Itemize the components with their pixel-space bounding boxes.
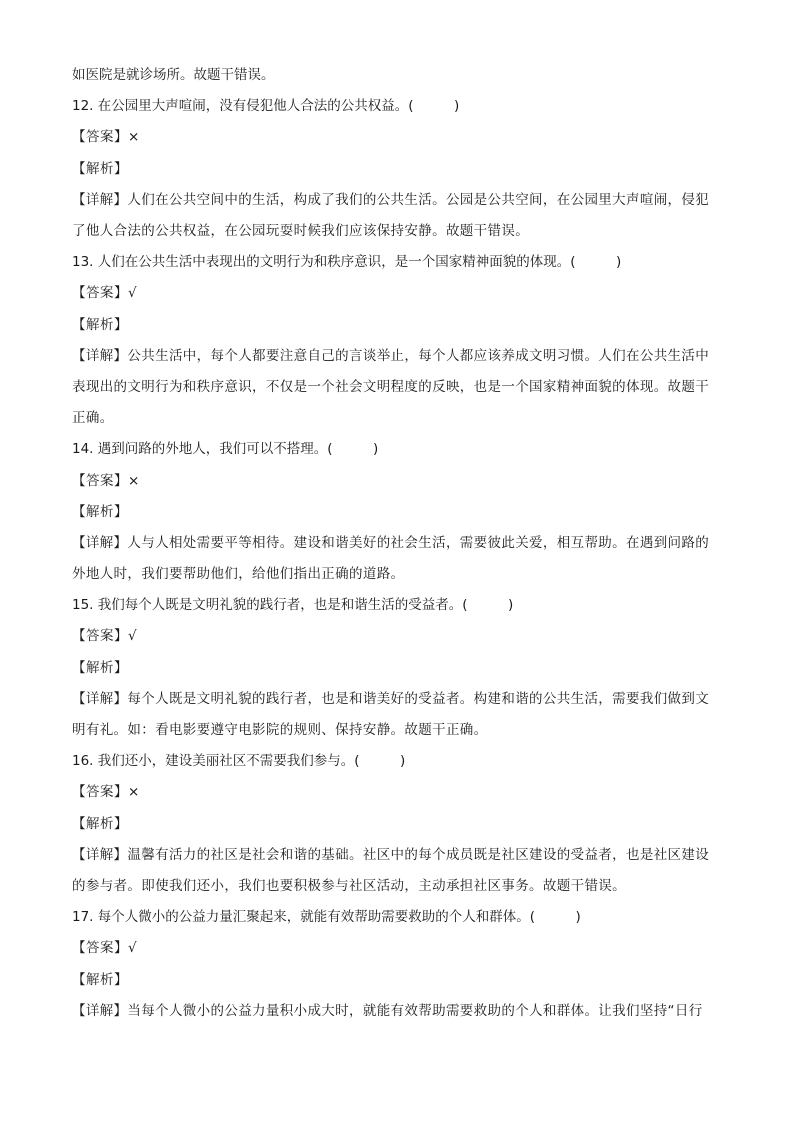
- question-item-14: [72, 434, 722, 590]
- answer-text: 【答案】√: [72, 285, 138, 302]
- analysis-label: 【解析】: [72, 160, 128, 177]
- answer-text: 【答案】√: [72, 940, 138, 957]
- question-text: 15. 我们每个人既是文明礼貌的践行者，也是和谐生活的受益者。( ): [72, 597, 514, 614]
- question-text: 17. 每个人微小的公益力量汇聚起来，就能有效帮助需要救助的个人和群体。( ): [72, 909, 581, 926]
- answer-text: 【答案】×: [72, 472, 140, 489]
- document-page: [72, 60, 722, 1027]
- question-text: 12. 在公园里大声喧闹，没有侵犯他人合法的公共权益。( ): [72, 98, 460, 115]
- detail-text: 【详解】每个人既是文明礼貌的践行者，也是和谐美好的受益者。构建和谐的公共生活，需要我们做到文明有礼。如：看电影要遵守电影院的规则、保持安静。故题干正确。: [72, 690, 710, 739]
- detail-text: 【详解】温馨有活力的社区是社会和谐的基础。社区中的每个成员既是社区建设的受益者，也是社区建设的参与者。即使我们还小，我们也要积极参与社区活动，主动承担社区事务。故题干错误。: [72, 846, 710, 895]
- question-item-16: [72, 746, 722, 902]
- answer-text: 【答案】×: [72, 784, 140, 801]
- question-item-12: [72, 91, 722, 247]
- intro-text: 如医院是就诊场所。故题干错误。: [72, 67, 275, 83]
- question-item-15: [72, 590, 722, 746]
- question-text: 14. 遇到问路的外地人，我们可以不搭理。( ): [72, 441, 379, 458]
- detail-text: 【详解】人们在公共空间中的生活，构成了我们的公共生活。公园是公共空间，在公园里大声喧闹，侵犯了他人合法的公共权益，在公园玩耍时候我们应该保持安静。故题干错误。: [72, 191, 710, 239]
- question-item-13: [72, 247, 722, 434]
- analysis-label: 【解析】: [72, 815, 128, 832]
- question-text: 13. 人们在公共生活中表现出的文明行为和秩序意识，是一个国家精神面貌的体现。( ): [72, 254, 622, 271]
- analysis-label: 【解析】: [72, 971, 128, 988]
- question-text: 16. 我们还小，建设美丽社区不需要我们参与。( ): [72, 753, 406, 770]
- answer-text: 【答案】×: [72, 129, 140, 146]
- detail-text: 【详解】人与人相处需要平等相待。建设和谐美好的社会生活，需要彼此关爱，相互帮助。在遇到问路的外地人时，我们要帮助他们，给他们指出正确的道路。: [72, 534, 710, 583]
- answer-text: 【答案】√: [72, 628, 138, 645]
- analysis-label: 【解析】: [72, 659, 128, 676]
- question-item-17: [72, 902, 722, 1027]
- analysis-label: 【解析】: [72, 316, 128, 333]
- detail-text: 【详解】公共生活中，每个人都要注意自己的言谈举止，每个人都应该养成文明习惯。人们在公共生活中表现出的文明行为和秩序意识，不仅是一个社会文明程度的反映，也是一个国家精神面貌的体现。故题干正确。: [72, 347, 710, 427]
- analysis-label: 【解析】: [72, 503, 128, 520]
- detail-text: 【详解】当每个人微小的公益力量积小成大时，就能有效帮助需要救助的个人和群体。让我们坚持“日行: [72, 1002, 703, 1019]
